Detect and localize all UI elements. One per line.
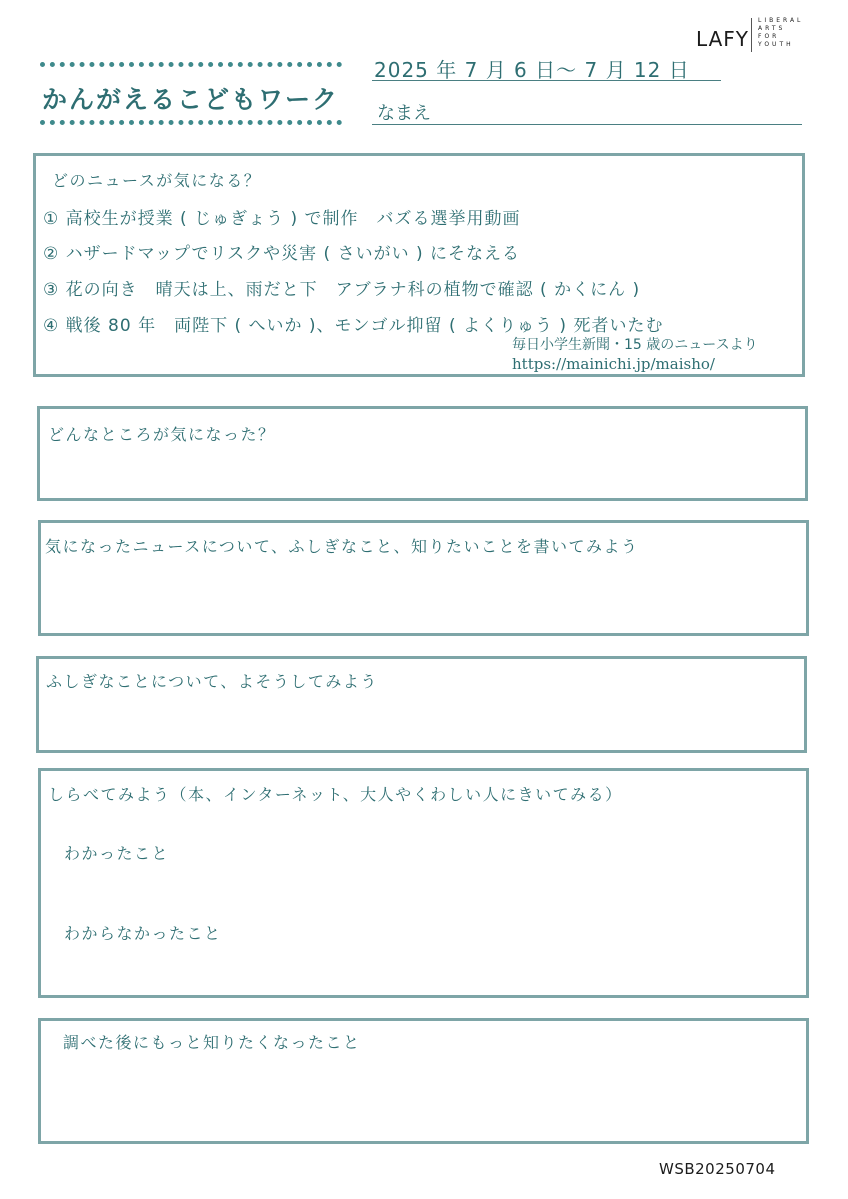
wonder-prompt: 気になったニュースについて、ふしぎなこと、知りたいことを書いてみよう xyxy=(45,537,639,556)
guess-box[interactable] xyxy=(36,656,807,753)
not-understood-label: わからなかったこと xyxy=(64,924,222,943)
title-dotted-line-top xyxy=(40,62,342,67)
logo-subtext xyxy=(758,17,803,49)
wonder-box[interactable] xyxy=(38,520,809,636)
worksheet-title: かんがえるこどもワーク xyxy=(42,85,340,114)
worksheet-code: WSB20250704 xyxy=(659,1160,776,1178)
guess-prompt: ふしぎなことについて、よそうしてみよう xyxy=(46,672,378,691)
more-box[interactable] xyxy=(38,1018,809,1144)
news-source: 毎日小学生新聞・15 歳のニュースより xyxy=(512,337,758,353)
logo-subtext-line: ARTS xyxy=(758,25,786,32)
news-source-url[interactable]: https://mainichi.jp/maisho/ xyxy=(512,355,715,373)
logo-subtext-line: LIBERAL xyxy=(758,17,804,24)
news-item-2[interactable]: ② ハザードマップでリスクや災害 ( さいがい ) にそなえる xyxy=(43,244,521,264)
understood-label: わかったこと xyxy=(64,844,170,863)
name-field[interactable] xyxy=(372,124,802,125)
news-box xyxy=(33,153,805,377)
logo-divider xyxy=(751,18,752,52)
date-underline xyxy=(372,80,721,81)
name-label: なまえ xyxy=(377,103,431,124)
logo-subtext-line: YOUTH xyxy=(758,41,794,48)
research-prompt: しらべてみよう（本、インターネット、大人やくわしい人にきいてみる） xyxy=(48,785,623,804)
logo-subtext-line: FOR xyxy=(758,33,780,40)
lafy-logo: LAFY xyxy=(696,27,750,51)
research-box[interactable] xyxy=(38,768,809,998)
news-question: どのニュースが気になる？ xyxy=(52,171,262,190)
title-dotted-line-bottom xyxy=(40,120,342,125)
news-item-3[interactable]: ③ 花の向き 晴天は上、雨だと下 アブラナ科の植物で確認 ( かくにん ) xyxy=(43,280,641,300)
interest-box[interactable] xyxy=(37,406,808,501)
date-range: 2025 年 7 月 6 日～ 7 月 12 日 xyxy=(374,58,690,82)
more-prompt: 調べた後にもっと知りたくなったこと xyxy=(63,1033,361,1052)
news-item-1[interactable]: ① 高校生が授業 ( じゅぎょう ) で制作 バズる選挙用動画 xyxy=(43,209,521,229)
interest-prompt: どんなところが気になった？ xyxy=(48,425,276,444)
news-item-4[interactable]: ④ 戦後 80 年 両陛下 ( へいか )、モンゴル抑留 ( よくりゅう ) 死者いたむ xyxy=(43,316,664,336)
